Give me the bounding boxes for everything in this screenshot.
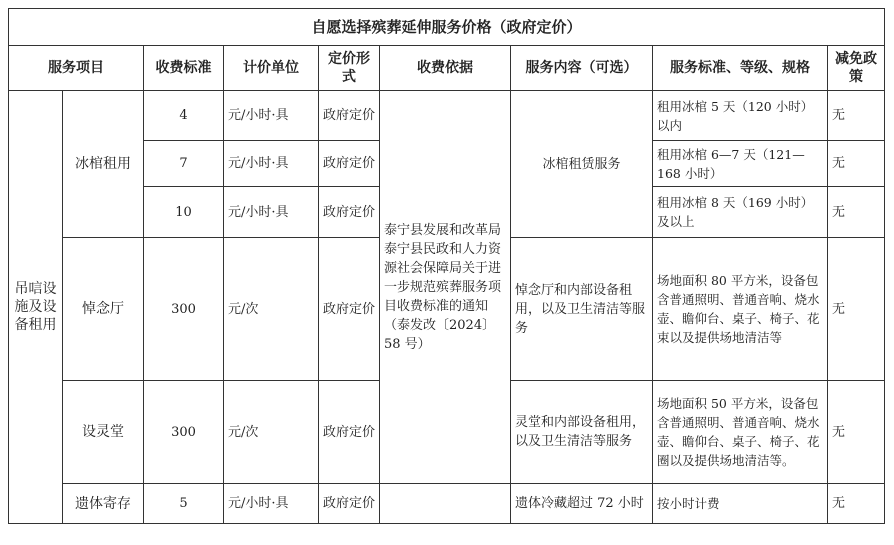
content-cell: 灵堂和内部设备租用，以及卫生清洁等服务 bbox=[511, 381, 653, 484]
header-basis: 收费依据 bbox=[380, 46, 511, 91]
table-row bbox=[9, 91, 885, 141]
memorial-hall-name: 悼念厅 bbox=[63, 238, 144, 381]
standard-cell: 300 bbox=[144, 381, 224, 484]
standard-cell: 5 bbox=[144, 484, 224, 524]
header-content: 服务内容（可选） bbox=[511, 46, 653, 91]
spec-cell: 租用冰棺 8 天（169 小时）及以上 bbox=[653, 187, 828, 238]
content-cell: 悼念厅和内部设备租用，以及卫生清洁等服务 bbox=[511, 238, 653, 381]
table-row bbox=[9, 484, 885, 524]
unit-cell: 元/小时·具 bbox=[224, 484, 319, 524]
coffin-content-cell: 冰棺租赁服务 bbox=[511, 91, 653, 238]
standard-cell: 4 bbox=[144, 91, 224, 141]
header-standard: 收费标准 bbox=[144, 46, 224, 91]
spec-cell: 场地面积 80 平方米，设备包含普通照明、普通音响、烧水壶、瞻仰台、桌子、椅子、花束以及提供场地清洁等 bbox=[653, 238, 828, 381]
content-cell: 遗体冷藏超过 72 小时 bbox=[511, 484, 653, 524]
table-title: 自愿选择殡葬延伸服务价格（政府定价） bbox=[9, 9, 885, 46]
policy-cell: 无 bbox=[828, 484, 885, 524]
header-row bbox=[9, 46, 885, 91]
unit-cell: 元/小时·具 bbox=[224, 91, 319, 141]
policy-cell: 无 bbox=[828, 187, 885, 238]
unit-cell: 元/小时·具 bbox=[224, 141, 319, 187]
header-unit: 计价单位 bbox=[224, 46, 319, 91]
storage-name: 遗体寄存 bbox=[63, 484, 144, 524]
standard-cell: 300 bbox=[144, 238, 224, 381]
standard-cell: 10 bbox=[144, 187, 224, 238]
mourning-hall-name: 设灵堂 bbox=[63, 381, 144, 484]
pricing-form-cell: 政府定价 bbox=[319, 91, 380, 141]
unit-cell: 元/次 bbox=[224, 381, 319, 484]
header-item: 服务项目 bbox=[9, 46, 144, 91]
standard-cell: 7 bbox=[144, 141, 224, 187]
header-spec: 服务标准、等级、规格 bbox=[653, 46, 828, 91]
header-policy: 减免政策 bbox=[828, 46, 885, 91]
pricing-form-cell: 政府定价 bbox=[319, 238, 380, 381]
policy-cell: 无 bbox=[828, 238, 885, 381]
coffin-rental-name: 冰棺租用 bbox=[63, 91, 144, 238]
spec-cell: 租用冰棺 5 天（120 小时）以内 bbox=[653, 91, 828, 141]
unit-cell: 元/次 bbox=[224, 238, 319, 381]
policy-cell: 无 bbox=[828, 91, 885, 141]
price-table-wrapper bbox=[8, 8, 885, 524]
unit-cell: 元/小时·具 bbox=[224, 187, 319, 238]
pricing-form-cell: 政府定价 bbox=[319, 187, 380, 238]
policy-cell: 无 bbox=[828, 141, 885, 187]
category-cell: 吊唁设施及设备租用 bbox=[9, 91, 63, 524]
pricing-form-cell: 政府定价 bbox=[319, 381, 380, 484]
header-pricing-form: 定价形式 bbox=[319, 46, 380, 91]
spec-cell: 按小时计费 bbox=[653, 484, 828, 524]
pricing-form-cell: 政府定价 bbox=[319, 484, 380, 524]
price-table bbox=[8, 8, 885, 524]
policy-cell: 无 bbox=[828, 381, 885, 484]
spec-cell: 场地面积 50 平方米，设备包含普通照明、普通音响、烧水壶、瞻仰台、桌子、椅子、花圈以及提供场地清洁等。 bbox=[653, 381, 828, 484]
spec-cell: 租用冰棺 6—7 天（121—168 小时） bbox=[653, 141, 828, 187]
pricing-form-cell: 政府定价 bbox=[319, 141, 380, 187]
basis-cell: 泰宁县发展和改革局 泰宁县民政和人力资源社会保障局关于进一步规范殡葬服务项目收费标准的通知（泰发改〔2024〕58 号） bbox=[380, 91, 511, 484]
basis-cell-empty bbox=[380, 484, 511, 524]
